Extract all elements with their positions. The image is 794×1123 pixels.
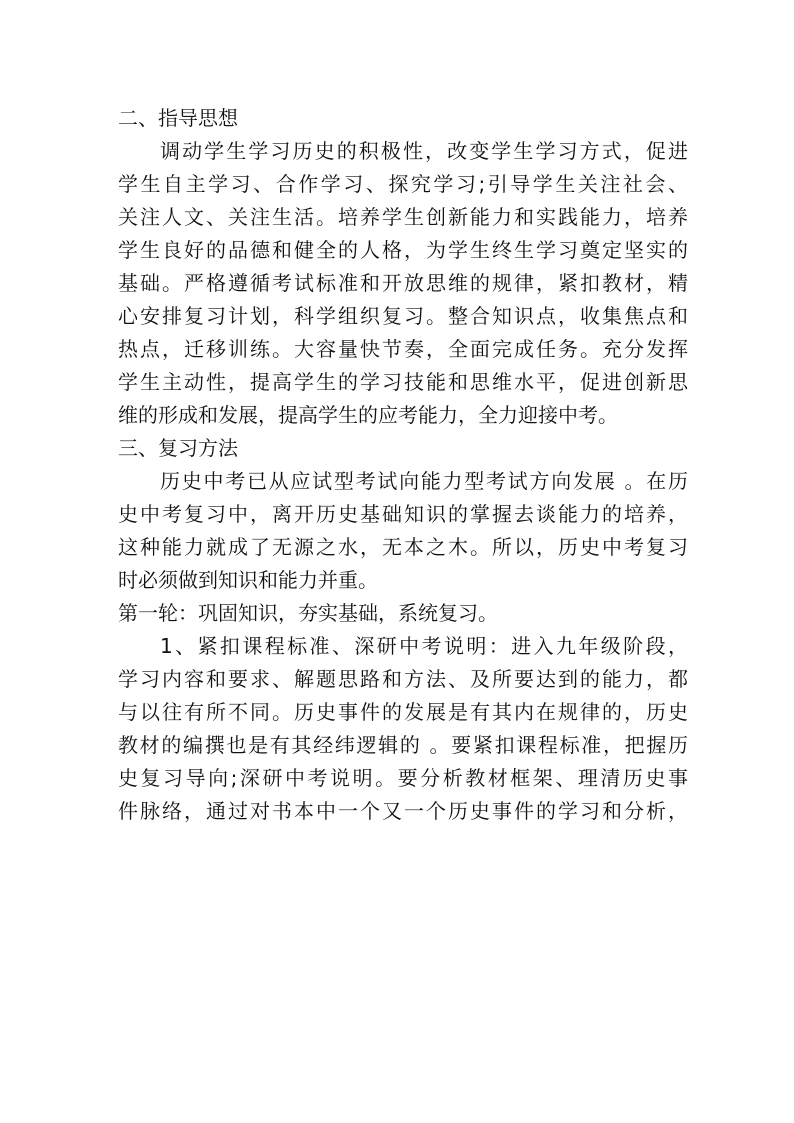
paragraph-line: 件脉络，通过对书本中一个又一个历史事件的学习和分析， <box>118 799 688 823</box>
paragraph-line: 这种能力就成了无源之水，无本之木。所以，历史中考复习 <box>118 535 688 559</box>
paragraph-line: 学习内容和要求、解题思路和方法、及所要达到的能力，都 <box>118 667 688 691</box>
paragraph-line: 学生主动性，提高学生的学习技能和思维水平，促进创新思 <box>118 370 688 394</box>
paragraph-line: 与以往有所不同。历史事件的发展是有其内在规律的，历史 <box>118 700 688 724</box>
paragraph-line: 心安排复习计划，科学组织复习。整合知识点，收集焦点和 <box>118 304 688 328</box>
paragraph-line: 维的形成和发展，提高学生的应考能力，全力迎接中考。 <box>118 403 618 427</box>
paragraph-line: 基础。严格遵循考试标准和开放思维的规律，紧扣教材，精 <box>118 271 688 295</box>
section-heading-review-methods: 三、复习方法 <box>118 436 238 460</box>
paragraph-line: 学生自主学习、合作学习、探究学习;引导学生关注社会、 <box>118 172 688 196</box>
paragraph-line: 1、紧扣课程标准、深研中考说明：进入九年级阶段， <box>160 634 688 658</box>
paragraph-line: 关注人文、关注生活。培养学生创新能力和实践能力，培养 <box>118 205 688 229</box>
paragraph-line: 史中考复习中，离开历史基础知识的掌握去谈能力的培养， <box>118 502 688 526</box>
paragraph-line: 时必须做到知识和能力并重。 <box>118 568 378 592</box>
paragraph-line: 历史中考已从应试型考试向能力型考试方向发展 。在历 <box>160 469 688 493</box>
subheading-first-round: 第一轮：巩固知识，夯实基础，系统复习。 <box>118 601 498 625</box>
document-page <box>118 102 688 828</box>
paragraph-line: 调动学生学习历史的积极性，改变学生学习方式，促进 <box>160 139 688 163</box>
paragraph-line: 史复习导向;深研中考说明。要分析教材框架、理清历史事 <box>118 766 688 790</box>
section-heading-guiding-ideology: 二、指导思想 <box>118 106 238 130</box>
paragraph-line: 教材的编撰也是有其经纬逻辑的 。要紧扣课程标准，把握历 <box>118 733 688 757</box>
paragraph-line: 热点，迁移训练。大容量快节奏，全面完成任务。充分发挥 <box>118 337 688 361</box>
paragraph-line: 学生良好的品德和健全的人格，为学生终生学习奠定坚实的 <box>118 238 688 262</box>
